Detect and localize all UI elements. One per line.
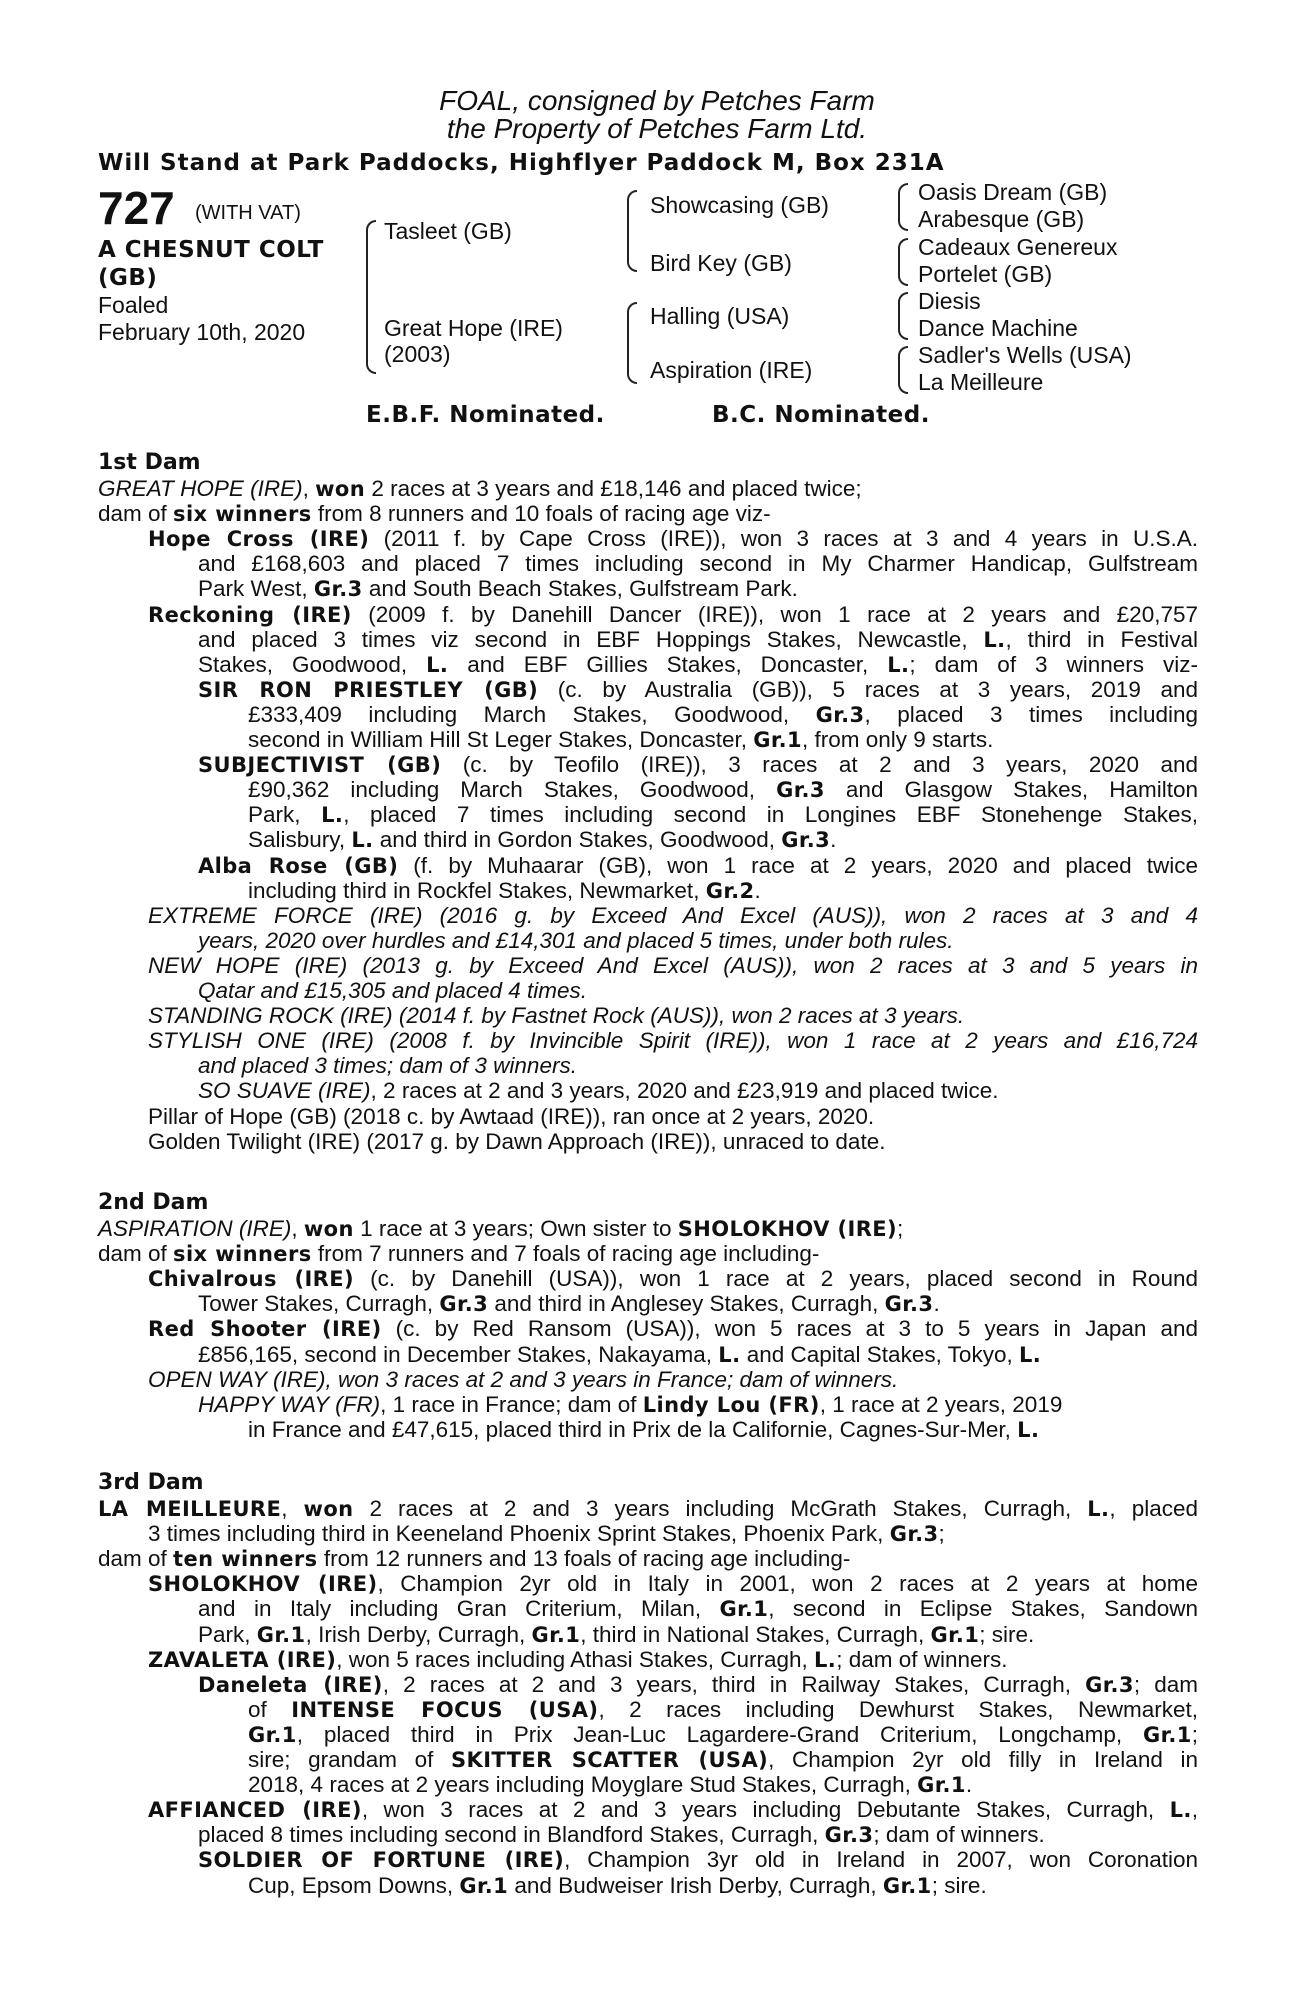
- text-segment: L.: [1018, 1342, 1042, 1367]
- text-segment: Hope Cross (IRE): [148, 527, 370, 552]
- pedigree-sire-sire: Showcasing (GB): [650, 192, 829, 218]
- text-segment: , placed: [1109, 1496, 1198, 1521]
- third-dam-line: [198, 1596, 1198, 1622]
- text-segment: , 1 race in France; dam of: [380, 1391, 643, 1417]
- text-segment: INTENSE FOCUS (USA): [291, 1697, 599, 1722]
- pedigree-ggs-2: Arabesque (GB): [918, 206, 1085, 232]
- text-segment: and Budweiser Irish Derby, Curragh,: [508, 1872, 883, 1898]
- first-dam-line: [198, 928, 954, 953]
- first-dam-line: [248, 727, 993, 753]
- text-segment: (c. by Australia (GB)), 5 races at 3 years, 2019 and: [538, 676, 1199, 702]
- text-segment: ; sire.: [979, 1621, 1035, 1647]
- pedigree-ggs-1: Oasis Dream (GB): [918, 179, 1108, 205]
- text-segment: L.: [1017, 1417, 1040, 1442]
- text-segment: Gr.1: [917, 1773, 966, 1798]
- pedigree-sire-dam: Bird Key (GB): [650, 250, 792, 276]
- bc-nominated: B.C. Nominated.: [712, 402, 930, 428]
- text-segment: ;: [897, 1216, 904, 1241]
- pedigree-ggs-3: Cadeaux Genereux: [918, 234, 1118, 260]
- text-segment: SO SUAVE (IRE): [198, 1078, 371, 1104]
- text-segment: AFFIANCED (IRE): [148, 1798, 362, 1823]
- first-dam-line: [198, 1053, 577, 1078]
- text-segment: and Capital Stakes, Tokyo,: [740, 1341, 1019, 1367]
- first-dam-line: [148, 953, 1198, 978]
- first-dam-line: [198, 752, 1198, 778]
- third-dam-line: [148, 1521, 945, 1547]
- first-dam-line: [148, 602, 1198, 628]
- pedigree-brace: [627, 302, 637, 384]
- text-segment: STYLISH ONE (IRE) (2008 f. by Invincible Spirit (IRE)), won 1 race at 2 years and £16,724: [148, 1028, 1198, 1054]
- text-segment: L.: [351, 828, 374, 853]
- first-dam-line: [248, 802, 1198, 828]
- text-segment: (2011 f. by Cape Cross (IRE)), won 3 races at 3 and 4 years in U.S.A.: [369, 526, 1198, 552]
- pedigree-ggs-4: Portelet (GB): [918, 261, 1053, 287]
- first-dam-line: [198, 627, 1198, 653]
- text-segment: , Champion 2yr old in Italy in 2001, won 2 races at 2 years at home: [377, 1571, 1199, 1597]
- text-segment: ; dam: [1133, 1671, 1198, 1697]
- text-segment: .: [933, 1291, 940, 1317]
- text-segment: £333,409 including March Stakes, Goodwood,: [248, 701, 816, 727]
- text-segment: , second in Eclipse Stakes, Sandown: [768, 1596, 1198, 1622]
- pedigree-brace: [627, 190, 637, 272]
- text-segment: SHOLOKHOV (IRE): [677, 1217, 898, 1241]
- second-dam-line: [198, 1392, 1062, 1418]
- text-segment: , Champion 2yr old filly in Ireland in: [768, 1747, 1198, 1772]
- text-segment: ,: [291, 1216, 304, 1241]
- text-segment: GREAT HOPE (IRE): [98, 476, 303, 501]
- text-segment: dam of: [98, 501, 174, 527]
- first-dam-heading: 1st Dam: [98, 450, 201, 475]
- text-segment: 2 races at 2 and 3 years including McGrath Stakes, Curragh,: [353, 1496, 1088, 1521]
- text-segment: Alba Rose (GB): [198, 853, 399, 878]
- text-segment: , placed 3 times including: [864, 701, 1198, 727]
- text-segment: Lindy Lou (FR): [642, 1392, 820, 1417]
- text-segment: dam of: [98, 1241, 174, 1267]
- text-segment: ;: [938, 1521, 945, 1547]
- second-dam-line: [98, 1216, 903, 1242]
- text-segment: 1 race at 3 years; Own sister to: [353, 1216, 678, 1241]
- text-segment: £90,362 including March Stakes, Goodwood,: [248, 777, 777, 803]
- text-segment: Park,: [248, 802, 322, 828]
- third-dam-line: [148, 1571, 1198, 1597]
- pedigree-sire: Tasleet (GB): [384, 218, 512, 244]
- text-segment: and South Beach Stakes, Gulfstream Park.: [362, 576, 798, 602]
- text-segment: (c. by Teofilo (IRE)), 3 races at 2 and 3 years, 2020 and: [441, 752, 1198, 778]
- third-dam-line: [148, 1647, 1008, 1673]
- first-dam-line: [198, 576, 798, 602]
- text-segment: six winners: [173, 1242, 312, 1267]
- text-segment: and Glasgow Stakes, Hamilton: [824, 777, 1198, 803]
- text-segment: , third in Festival: [1005, 626, 1198, 652]
- text-segment: ; sire.: [931, 1872, 987, 1898]
- text-segment: ;: [1191, 1721, 1198, 1747]
- text-segment: ; dam of 3 winners viz-: [909, 651, 1199, 677]
- first-dam-line: [198, 551, 1198, 576]
- text-segment: won: [303, 1217, 354, 1241]
- text-segment: ASPIRATION (IRE): [98, 1216, 292, 1241]
- text-segment: dam of: [98, 1546, 174, 1572]
- text-segment: Gr.3: [815, 702, 865, 727]
- first-dam-line: [148, 1028, 1198, 1053]
- third-dam-line: [248, 1747, 1198, 1773]
- text-segment: including third in Rockfel Stakes, Newmarket,: [248, 877, 706, 903]
- text-segment: .: [830, 827, 837, 853]
- text-segment: Reckoning (IRE): [148, 602, 352, 627]
- text-segment: 3 times including third in Keeneland Phoenix Sprint Stakes, Phoenix Park,: [148, 1521, 890, 1547]
- text-segment: , won 3 races at 2 and 3 years including Debutante Stakes, Curragh,: [361, 1797, 1170, 1823]
- first-dam-line: [198, 978, 587, 1003]
- second-dam-line: [248, 1417, 1039, 1443]
- text-segment: Stakes, Goodwood,: [198, 651, 427, 677]
- first-dam-line: [148, 903, 1198, 928]
- text-segment: (c. by Red Ransom (USA)), won 5 races at 3 to 5 years in Japan and: [381, 1316, 1198, 1342]
- first-dam-line: [248, 878, 761, 904]
- third-dam-line: [98, 1546, 850, 1572]
- first-dam-line: [198, 1078, 998, 1103]
- text-segment: Gr.3: [1085, 1672, 1134, 1697]
- text-segment: , 2 races at 2 and 3 years, 2020 and £23,919 and placed twice.: [370, 1078, 999, 1104]
- text-segment: , 2 races at 2 and 3 years, third in Railway Stakes, Curragh,: [382, 1671, 1086, 1697]
- third-dam-line: [148, 1797, 1198, 1823]
- text-segment: 2 races at 3 years and £18,146 and placed twice;: [365, 476, 862, 501]
- pedigree-brace: [898, 183, 908, 231]
- vat-note: (WITH VAT): [195, 202, 301, 224]
- text-segment: and third in Anglesey Stakes, Curragh,: [488, 1291, 885, 1317]
- stand-location: Will Stand at Park Paddocks, Highflyer Paddock M, Box 231A: [98, 150, 945, 176]
- third-dam-line: [198, 1847, 1198, 1873]
- lot-description-line-2: (GB): [98, 265, 158, 291]
- text-segment: SKITTER SCATTER (USA): [451, 1748, 769, 1772]
- property-line: the Property of Petches Farm Ltd.: [446, 113, 868, 144]
- first-dam-line: [248, 777, 1198, 803]
- text-segment: Gr.1: [248, 1722, 297, 1747]
- text-segment: OPEN WAY (IRE), won 3 races at 2 and 3 years in France; dam of winners.: [148, 1366, 899, 1392]
- text-segment: STANDING ROCK (IRE) (2014 f. by Fastnet Rock (AUS)), won 2 races at 3 years.: [148, 1003, 965, 1029]
- first-dam-line: [148, 1104, 874, 1129]
- text-segment: EXTREME FORCE (IRE) (2016 g. by Exceed And Excel (AUS)), won 2 races at 3 and 4: [148, 902, 1198, 928]
- text-segment: Pillar of Hope (GB) (2018 c. by Awtaad (IRE)), ran once at 2 years, 2020.: [148, 1103, 875, 1129]
- text-segment: L.: [426, 652, 449, 677]
- first-dam-line: [98, 476, 862, 502]
- text-segment: ,: [1191, 1797, 1198, 1823]
- text-segment: second in William Hill St Leger Stakes, Doncaster,: [248, 727, 754, 752]
- pedigree-brace: [898, 238, 908, 286]
- text-segment: HAPPY WAY (FR): [198, 1391, 381, 1417]
- text-segment: and in Italy including Gran Criterium, Milan,: [198, 1596, 720, 1622]
- text-segment: L.: [1087, 1497, 1110, 1521]
- foaled-label: Foaled: [98, 292, 169, 318]
- text-segment: Salisbury,: [248, 827, 352, 853]
- text-segment: Cup, Epsom Downs,: [248, 1872, 460, 1898]
- third-dam-line: [198, 1622, 1034, 1648]
- pedigree-dam-year: (2003): [384, 341, 451, 367]
- lot-number: 727: [98, 182, 175, 234]
- text-segment: NEW HOPE (IRE) (2013 g. by Exceed And Excel (AUS)), won 2 races at 3 and 5 years in: [148, 952, 1198, 978]
- second-dam-line: [198, 1342, 1041, 1368]
- second-dam-line: [148, 1367, 898, 1392]
- text-segment: SIR RON PRIESTLEY (GB): [198, 677, 539, 702]
- text-segment: ; dam of winners.: [836, 1646, 1008, 1672]
- pedigree-dam-dam: Aspiration (IRE): [650, 357, 813, 383]
- text-segment: Qatar and £15,305 and placed 4 times.: [198, 978, 588, 1003]
- text-segment: £856,165, second in December Stakes, Nakayama,: [198, 1341, 719, 1367]
- text-segment: SOLDIER OF FORTUNE (IRE): [198, 1848, 565, 1873]
- third-dam-line: [248, 1697, 1198, 1723]
- text-segment: ,: [302, 476, 316, 501]
- text-segment: Gr.3: [884, 1292, 934, 1317]
- text-segment: won: [303, 1497, 354, 1521]
- text-segment: Red Shooter (IRE): [148, 1317, 382, 1342]
- text-segment: Gr.1: [531, 1622, 581, 1647]
- third-dam-line: [198, 1672, 1198, 1698]
- third-dam-line: [248, 1873, 987, 1899]
- first-dam-line: [148, 526, 1198, 552]
- pedigree-ggs-5: Diesis: [918, 288, 981, 314]
- text-segment: L.: [983, 627, 1006, 652]
- text-segment: Daneleta (IRE): [198, 1672, 383, 1697]
- text-segment: from 8 runners and 10 foals of racing age viz-: [311, 501, 771, 527]
- second-dam-line: [198, 1291, 940, 1317]
- first-dam-line: [98, 501, 771, 527]
- text-segment: and placed 3 times viz second in EBF Hoppings Stakes, Newcastle,: [198, 626, 984, 652]
- pedigree-brace: [898, 292, 908, 340]
- text-segment: and EBF Gillies Stakes, Doncaster,: [448, 651, 888, 677]
- pedigree-ggs-6: Dance Machine: [918, 315, 1078, 341]
- first-dam-line: [248, 827, 836, 853]
- pedigree-dam: Great Hope (IRE): [384, 315, 563, 341]
- text-segment: of: [248, 1696, 292, 1722]
- ebf-nominated: E.B.F. Nominated.: [366, 402, 605, 428]
- third-dam-line: [248, 1722, 1198, 1748]
- text-segment: from 7 runners and 7 foals of racing age including-: [311, 1241, 820, 1267]
- first-dam-line: [198, 652, 1198, 678]
- third-dam-line: [98, 1496, 1198, 1522]
- text-segment: six winners: [173, 502, 312, 527]
- third-dam-heading: 3rd Dam: [98, 1470, 204, 1495]
- second-dam-line: [98, 1241, 819, 1267]
- text-segment: Gr.1: [930, 1622, 980, 1647]
- text-segment: Chivalrous (IRE): [148, 1267, 354, 1292]
- text-segment: Gr.1: [719, 1597, 769, 1622]
- text-segment: placed 8 times including second in Blandford Stakes, Curragh,: [198, 1822, 825, 1848]
- consigned-line: FOAL, consigned by Petches Farm: [439, 85, 875, 116]
- text-segment: L.: [321, 803, 344, 828]
- text-segment: Gr.3: [313, 577, 363, 602]
- text-segment: L.: [1169, 1798, 1192, 1823]
- text-segment: .: [965, 1772, 973, 1798]
- text-segment: , Champion 3yr old in Ireland in 2007, won Coronation: [564, 1847, 1198, 1873]
- text-segment: Gr.1: [882, 1873, 932, 1898]
- first-dam-line: [248, 702, 1198, 728]
- text-segment: (c. by Danehill (USA)), won 1 race at 2 years, placed second in Round: [354, 1266, 1198, 1292]
- text-segment: and £168,603 and placed 7 times including second in My Charmer Handicap, Gulfstream: [198, 551, 1198, 577]
- text-segment: .: [754, 877, 761, 903]
- text-segment: Golden Twilight (IRE) (2017 g. by Dawn Approach (IRE)), unraced to date.: [148, 1128, 886, 1154]
- text-segment: Gr.1: [459, 1873, 509, 1898]
- text-segment: and placed 3 times; dam of 3 winners.: [198, 1053, 577, 1079]
- text-segment: in France and £47,615, placed third in Prix de la Californie, Cagnes-Sur-Mer,: [248, 1416, 1018, 1442]
- text-segment: , placed third in Prix Jean-Luc Lagardere-Grand Criterium, Longchamp,: [296, 1721, 1143, 1747]
- second-dam-line: [148, 1266, 1198, 1292]
- text-segment: , won 5 races including Athasi Stakes, Curragh,: [336, 1646, 815, 1672]
- text-segment: L.: [887, 652, 910, 677]
- text-segment: Gr.1: [1142, 1722, 1192, 1747]
- first-dam-line: [198, 853, 1198, 879]
- text-segment: Gr.3: [824, 1823, 874, 1848]
- text-segment: Park,: [198, 1621, 257, 1647]
- pedigree-brace: [898, 346, 908, 394]
- first-dam-line: [148, 1129, 885, 1154]
- second-dam-heading: 2nd Dam: [98, 1190, 209, 1215]
- text-segment: L.: [814, 1647, 837, 1672]
- third-dam-line: [198, 1822, 1045, 1848]
- pedigree-ggs-8: La Meilleure: [918, 369, 1044, 395]
- text-segment: Gr.3: [889, 1522, 939, 1547]
- text-segment: Tower Stakes, Curragh,: [198, 1291, 440, 1317]
- text-segment: and third in Gordon Stakes, Goodwood,: [373, 827, 782, 853]
- pedigree-dam-sire: Halling (USA): [650, 303, 790, 329]
- text-segment: from 12 runners and 13 foals of racing age including-: [317, 1546, 851, 1572]
- text-segment: (f. by Muhaarar (GB), won 1 race at 2 years, 2020 and placed twice: [398, 852, 1198, 878]
- text-segment: sire; grandam of: [248, 1747, 451, 1772]
- text-segment: SUBJECTIVIST (GB): [198, 753, 442, 778]
- foaled-date: February 10th, 2020: [98, 319, 306, 345]
- text-segment: LA MEILLEURE: [98, 1497, 282, 1521]
- text-segment: ,: [281, 1496, 304, 1521]
- pedigree-ggs-7: Sadler's Wells (USA): [918, 342, 1132, 368]
- second-dam-line: [148, 1316, 1198, 1342]
- text-segment: , 2 races including Dewhurst Stakes, Newmarket,: [598, 1696, 1198, 1722]
- pedigree-brace: [366, 220, 376, 374]
- text-segment: Gr.3: [781, 828, 831, 853]
- text-segment: Gr.3: [776, 778, 825, 803]
- text-segment: ten winners: [173, 1547, 318, 1572]
- text-segment: 2018, 4 races at 2 years including Moyglare Stud Stakes, Curragh,: [248, 1772, 918, 1798]
- lot-description-line-1: A CHESNUT COLT: [98, 237, 324, 263]
- text-segment: , 1 race at 2 years, 2019: [819, 1391, 1063, 1417]
- text-segment: won: [315, 477, 366, 501]
- third-dam-line: [248, 1772, 972, 1798]
- text-segment: , placed 7 times including second in Longines EBF Stonehenge Stakes,: [343, 802, 1198, 828]
- text-segment: SHOLOKHOV (IRE): [148, 1572, 378, 1597]
- first-dam-line: [148, 1003, 964, 1028]
- text-segment: , from only 9 starts.: [802, 727, 994, 752]
- foaled-info: [98, 292, 305, 346]
- text-segment: (2009 f. by Danehill Dancer (IRE)), won 1 race at 2 years and £20,757: [351, 601, 1198, 627]
- text-segment: Gr.1: [753, 728, 803, 752]
- text-segment: Park West,: [198, 576, 314, 602]
- text-segment: ZAVALETA (IRE): [148, 1647, 337, 1672]
- text-segment: Gr.3: [439, 1292, 489, 1317]
- text-segment: L.: [718, 1342, 741, 1367]
- text-segment: Gr.1: [256, 1622, 306, 1647]
- lot-description: [98, 236, 324, 292]
- first-dam-line: [198, 677, 1198, 703]
- text-segment: years, 2020 over hurdles and £14,301 and placed 5 times, under both rules.: [198, 927, 954, 953]
- text-segment: , Irish Derby, Curragh,: [305, 1621, 532, 1647]
- text-segment: , third in National Stakes, Curragh,: [580, 1621, 931, 1647]
- text-segment: ; dam of winners.: [873, 1822, 1045, 1848]
- text-segment: Gr.2: [705, 878, 755, 903]
